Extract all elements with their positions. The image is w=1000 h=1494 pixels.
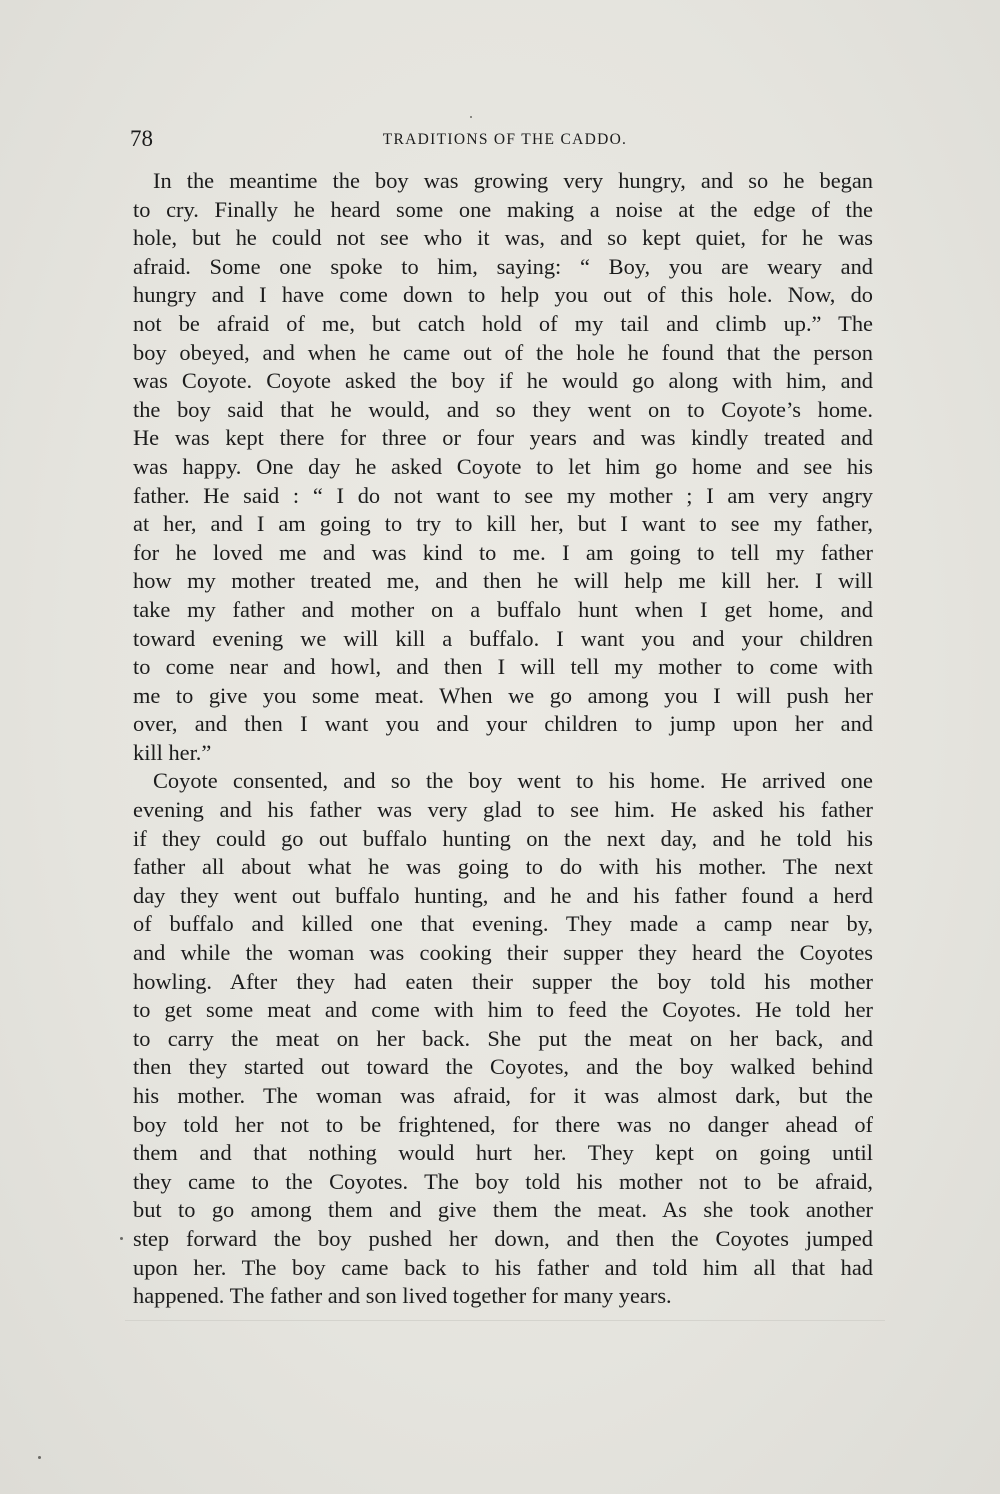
- text-line: toward evening we will kill a buffalo. I want you and your children: [133, 625, 873, 651]
- text-line: take my father and mother on a buffalo hunt when I get home, and: [133, 596, 873, 622]
- text-line: afraid. Some one spoke to him, saying: “ Boy, you are weary and: [133, 253, 873, 279]
- text-line: was happy. One day he asked Coyote to let him go home and see his: [133, 453, 873, 479]
- text-line: me to give you some meat. When we go among you I will push her: [133, 682, 873, 708]
- ink-speck: [38, 1456, 41, 1459]
- text-line: boy obeyed, and when he came out of the hole he found that the person: [133, 339, 873, 365]
- text-line: then they started out toward the Coyotes, and the boy walked behind: [133, 1054, 873, 1080]
- text-line: the boy said that he would, and so they went on to Coyote’s home.: [133, 396, 873, 422]
- text-line: hungry and I have come down to help you out of this hole. Now, do: [133, 282, 873, 308]
- text-line: but to go among them and give them the meat. As she took another: [133, 1197, 873, 1223]
- page-number: 78: [130, 126, 153, 151]
- text-line: was Coyote. Coyote asked the boy if he would go along with him, and: [133, 368, 873, 394]
- ink-speck: [470, 116, 472, 118]
- text-line: boy told her not to be frightened, for there was no danger ahead of: [133, 1111, 873, 1137]
- text-line: howling. After they had eaten their supper the boy told his mother: [133, 968, 873, 994]
- text-line: they came to the Coyotes. The boy told his mother not to be afraid,: [133, 1168, 873, 1194]
- text-line: He was kept there for three or four years and was kindly treated and: [133, 425, 873, 451]
- text-line: of buffalo and killed one that evening. They made a camp near by,: [133, 911, 873, 937]
- text-line: In the meantime the boy was growing very hungry, and so he began: [153, 168, 873, 193]
- text-line: kill her.”: [133, 739, 212, 765]
- text-line: father all about what he was going to do with his mother. The next: [133, 854, 873, 880]
- text-line: Coyote consented, and so the boy went to his home. He arrived one: [153, 768, 873, 794]
- text-line: if they could go out buffalo hunting on the next day, and he told his: [133, 825, 873, 851]
- text-line: to come near and howl, and then I will tell my mother to come with: [133, 654, 873, 680]
- text-line: not be afraid of me, but catch hold of my tail and climb up.” The: [133, 310, 873, 336]
- text-line: upon her. The boy came back to his father and told him all that had: [133, 1254, 873, 1280]
- text-line: and while the woman was cooking their supper they heard the Coyotes: [133, 940, 873, 966]
- paragraph-1: [133, 167, 873, 767]
- text-line: step forward the boy pushed her down, and then the Coyotes jumped: [133, 1225, 873, 1251]
- text-line: happened. The father and son lived together for many years.: [133, 1283, 672, 1309]
- text-line: father. He said : “ I do not want to see my mother ; I am very angry: [133, 482, 873, 508]
- text-line: his mother. The woman was afraid, for it was almost dark, but the: [133, 1083, 873, 1108]
- page-header: [130, 124, 870, 154]
- paragraph-2: [133, 767, 873, 1310]
- text-line: to carry the meat on her back. She put the meat on her back, and: [133, 1025, 873, 1051]
- text-line: hole, but he could not see who it was, and so kept quiet, for he was: [133, 225, 873, 251]
- text-line: day they went out buffalo hunting, and he and his father found a herd: [133, 882, 873, 908]
- text-line: at her, and I am going to try to kill her, but I want to see my father,: [133, 511, 873, 537]
- text-line: for he loved me and was kind to me. I am going to tell my father: [133, 539, 873, 565]
- running-head: TRADITIONS OF THE CADDO.: [382, 131, 628, 148]
- text-line: over, and then I want you and your children to jump upon her and: [133, 711, 873, 737]
- text-line: evening and his father was very glad to see him. He asked his father: [133, 797, 873, 823]
- bleed-through-rule: [125, 1320, 885, 1321]
- body-text: [133, 167, 873, 1311]
- text-line: how my mother treated me, and then he will help me kill her. I will: [133, 568, 873, 594]
- text-line: to cry. Finally he heard some one making a noise at the edge of the: [133, 196, 873, 222]
- text-line: to get some meat and come with him to feed the Coyotes. He told her: [133, 997, 873, 1023]
- text-line: them and that nothing would hurt her. They kept on going until: [133, 1140, 873, 1166]
- ink-speck: [120, 1237, 123, 1240]
